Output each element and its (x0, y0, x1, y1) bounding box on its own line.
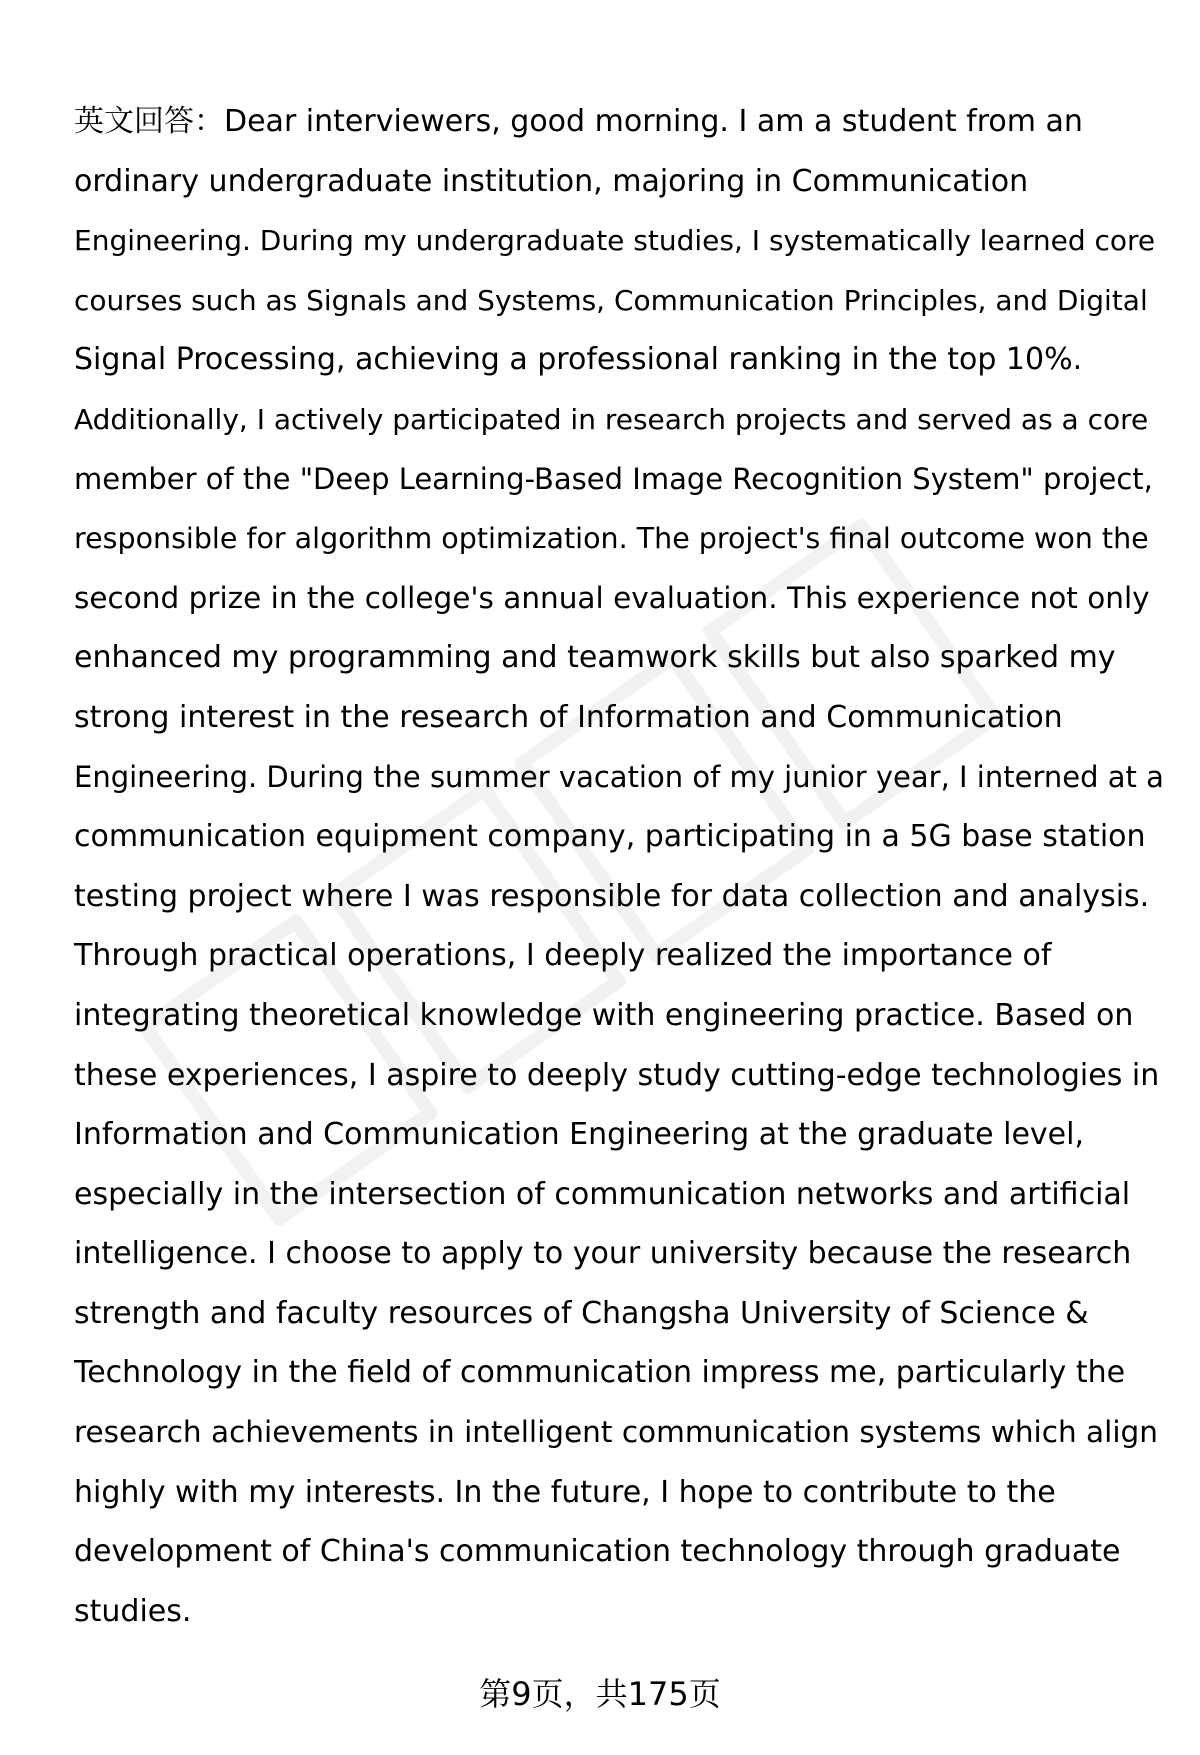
text-line: courses such as Signals and Systems, Communication Principles, and Digital (74, 283, 1148, 317)
answer-prefix: 英文回答： (74, 104, 224, 139)
text-line: ordinary undergraduate institution, majoring in Communication (74, 163, 1029, 199)
text-line: testing project where I was responsible for data collection and analysis. (74, 878, 1150, 914)
text-line: Engineering. During the summer vacation of my junior year, I interned at a (74, 759, 1164, 794)
text-line: these experiences, I aspire to deeply study cutting-edge technologies in (74, 1057, 1160, 1093)
text-line: Technology in the field of communication impress me, particularly the (74, 1355, 1126, 1391)
text-line: Information and Communication Engineering at the graduate level, (74, 1117, 1084, 1153)
text-line: development of China's communication technology through graduate (74, 1534, 1121, 1570)
page-number-footer: 第9页，共175页 (479, 1675, 721, 1713)
text-line: Engineering. During my undergraduate studies, I systematically learned core (74, 224, 1156, 258)
text-line: intelligence. I choose to apply to your university because the research (74, 1236, 1132, 1272)
text-line: studies. (74, 1593, 192, 1629)
text-line: integrating theoretical knowledge with engineering practice. Based on (74, 997, 1134, 1033)
text-line: second prize in the college's annual evaluation. This experience not only (74, 580, 1150, 615)
text-line: enhanced my programming and teamwork skills but also sparked my (74, 640, 1116, 676)
text-line: especially in the intersection of communication networks and artificial (74, 1176, 1131, 1212)
text-line: highly with my interests. In the future, I hope to contribute to the (74, 1474, 1056, 1510)
answer-paragraph (74, 92, 1164, 1641)
text-line-content: Dear interviewers, good morning. I am a student from an (224, 104, 1083, 139)
text-line: Signal Processing, achieving a professional ranking in the top 10%. (74, 342, 1083, 378)
text-line: responsible for algorithm optimization. The project's final outcome won the (74, 522, 1149, 556)
text-line: strength and faculty resources of Changsha University of Science & (74, 1295, 1089, 1331)
text-line (74, 92, 1164, 152)
text-line: Additionally, I actively participated in research projects and served as a core (74, 402, 1149, 436)
text-line: Through practical operations, I deeply realized the importance of (74, 938, 1052, 974)
text-line: strong interest in the research of Information and Communication (74, 699, 1063, 735)
text-line: communication equipment company, participating in a 5G base station (74, 819, 1146, 855)
text-line: member of the "Deep Learning-Based Image Recognition System" project, (74, 461, 1153, 496)
text-line: research achievements in intelligent communication systems which align (74, 1415, 1158, 1450)
